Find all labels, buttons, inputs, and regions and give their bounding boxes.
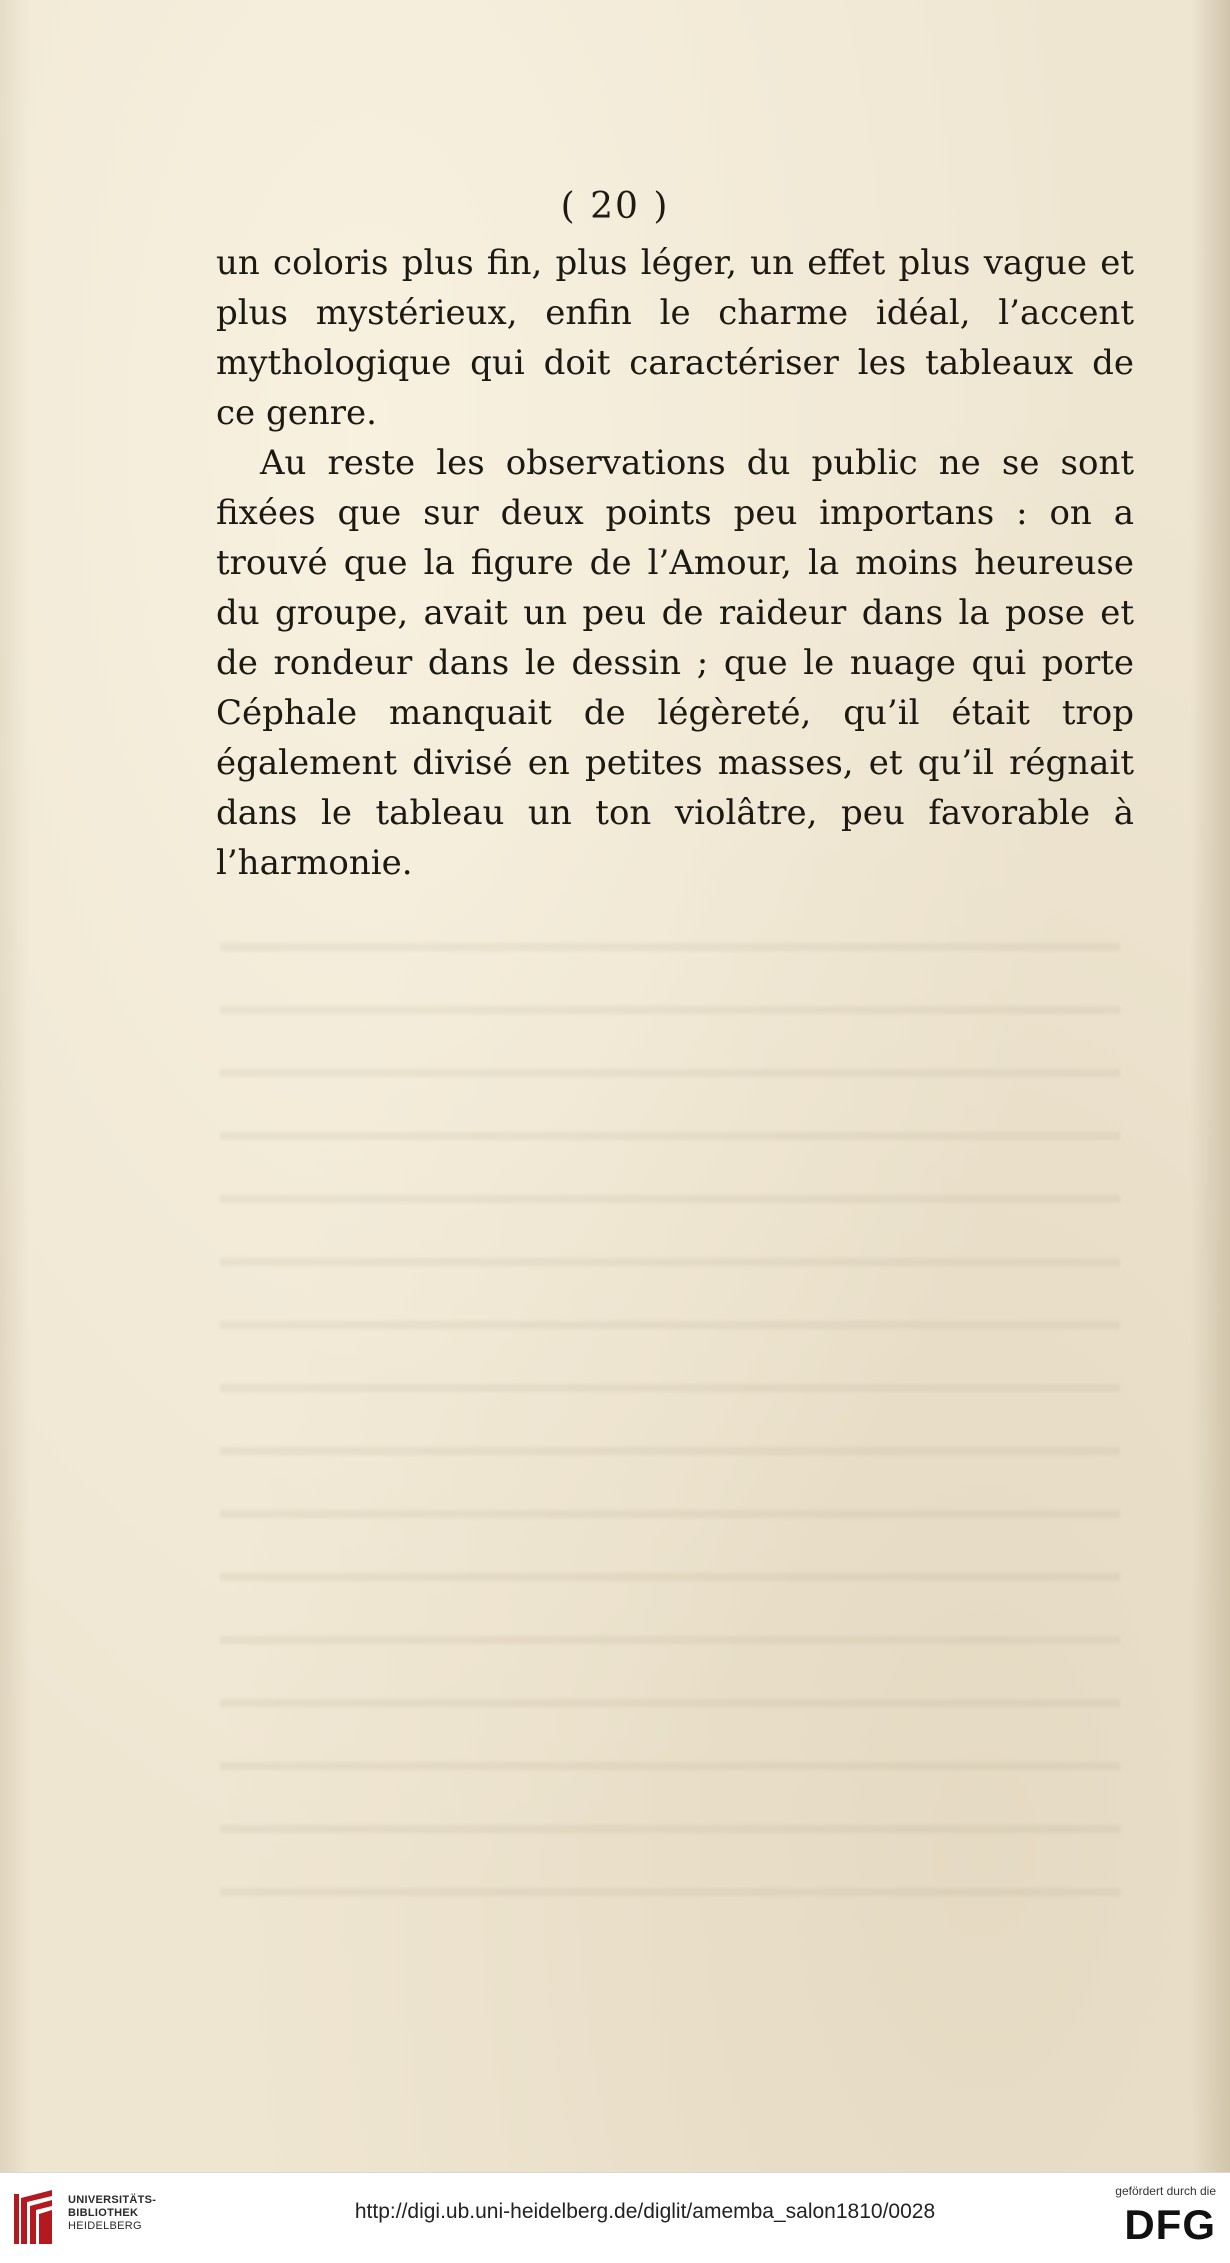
funder-block: [1086, 2184, 1216, 2248]
page-number: ( 20 ): [560, 186, 670, 227]
library-name-line1: UNIVERSITÄTS-: [68, 2194, 157, 2206]
library-name-line3: HEIDELBERG: [68, 2220, 142, 2232]
body-text: [216, 238, 1134, 888]
paragraph-continued: un coloris plus fin, plus léger, un effet plus vague et plus mystérieux, enfin le charme idéal, l’accent mythologique qui doit caractériser les tableaux de ce genre.: [216, 243, 1134, 433]
library-name-line2: BIBLIOTHEK: [68, 2207, 139, 2219]
dfg-logo[interactable]: DFG: [1124, 2201, 1216, 2248]
funder-caption: gefördert durch die: [1115, 2184, 1216, 2198]
paragraph: Au reste les observations du public ne se sont fixées que sur deux points peu importans : on a trouvé que la figure de l’Amour, la moins heureuse du groupe, avait un peu de raideur dans la pose et de rondeur dans le dessin ; que le nuage qui porte Céphale manquait de légèreté, qu’il était trop également divisé en petites masses, et qu’il régnait dans le tableau un ton violâtre, peu favorable à l’harmonie.: [216, 443, 1134, 883]
show-through-text: [220, 900, 1120, 1900]
permalink-url[interactable]: http://digi.ub.uni-heidelberg.de/diglit/amemba_salon1810/0028: [354, 2200, 936, 2223]
